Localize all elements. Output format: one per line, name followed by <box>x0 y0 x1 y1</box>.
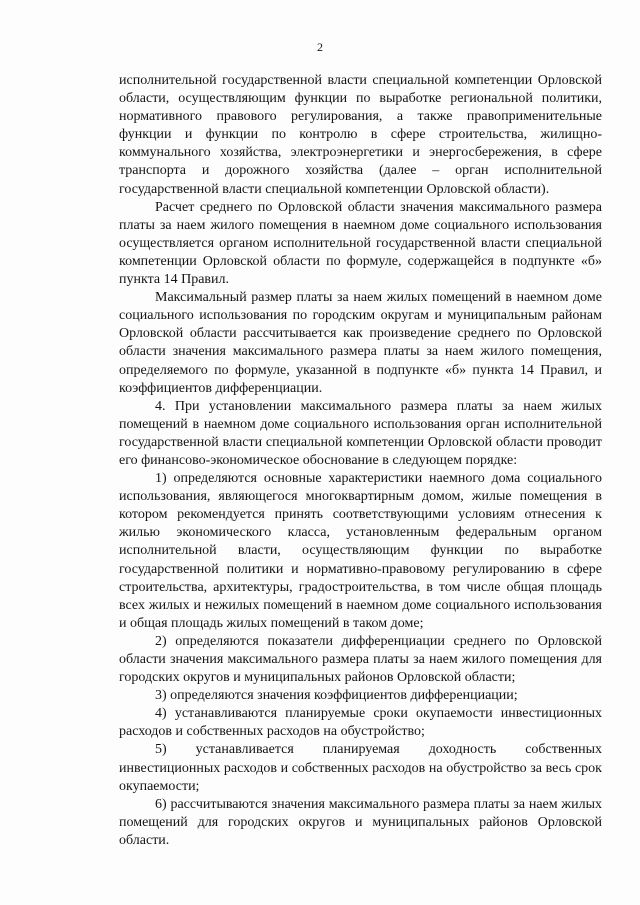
list-item-6: 6) рассчитываются значения максимального размера платы за наем жилых помещений для городских округов и муниципальных районов Орловской области. <box>119 796 602 848</box>
paragraph-continuation: исполнительной государственной власти специальной компетенции Орловской области, осуществляющим функции по выработке региональной политики, нормативного правового регулирования, а также правоприменительные функции и функции по контролю в сфере строительства, жилищно-коммунального хозяйства, электроэнергетики и энергосбережения, в сфере транспорта и дорожного хозяйства (далее – орган исполнительной государственной власти специальной компетенции Орловской области). <box>119 73 602 197</box>
list-item-2: 2) определяются показатели дифференциации среднего по Орловской области значения максимального размера платы за наем жилого помещения для городских округов и муниципальных районов Орловской области; <box>119 633 602 686</box>
list-item-4: 4) устанавливаются планируемые сроки окупаемости инвестиционных расходов и собственных расходов на обустройство; <box>119 706 602 740</box>
paragraph-section-4: 4. При установлении максимального размера платы за наем жилых помещений в наемном доме социального использования орган исполнительной государственной власти специальной компетенции Орловской области проводит его финансово-экономическое обоснование в следующем порядке: <box>119 398 602 468</box>
document-body <box>119 72 602 850</box>
list-item-3: 3) определяются значения коэффициентов дифференциации; <box>155 688 518 704</box>
list-item-5: 5) устанавливается планируемая доходность собственных инвестиционных расходов и собственных расходов на обустройство за весь срок окупаемости; <box>119 742 602 794</box>
paragraph-average-calculation: Расчет среднего по Орловской области значения максимального размера платы за наем жилого помещения в наемном доме социального использования осуществляется органом исполнительной государственной власти специальной компетенции Орловской области по формуле, содержащейся в подпункте «б» пункта 14 Правил. <box>119 199 602 288</box>
page-number: 2 <box>317 40 323 54</box>
paragraph-max-fee-by-district: Максимальный размер платы за наем жилых помещений в наемном доме социального использования по городским округам и муниципальным районам Орловской области рассчитывается как произведение среднего по Орловской области значения максимального размера платы за наем жилого помещения, определяемого по формуле, указанной в подпункте «б» пункта 14 Правил, и коэффициентов дифференциации. <box>119 290 602 396</box>
list-item-1: 1) определяются основные характеристики наемного дома социального использования, являющегося многоквартирным домом, жилые помещения в котором рекомендуется принять соответствующими условиям отнесения к жилью экономического класса, установленным федеральным органом исполнительной власти, осуществляющим функции по выработке государственной политики и нормативно-правовому регулированию в сфере строительства, архитектуры, градостроительства, в том числе общая площадь всех жилых и нежилых помещений в наемном доме социального использования и общая площадь жилых помещений в таком доме; <box>119 471 602 631</box>
